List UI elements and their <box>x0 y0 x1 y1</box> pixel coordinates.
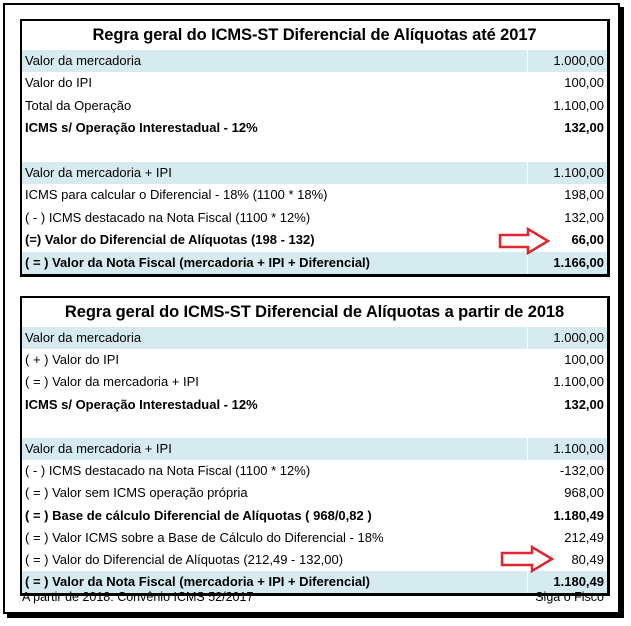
footer-credit: Siga o Fisco <box>535 590 604 604</box>
table-row <box>22 207 607 229</box>
row-label: ICMS s/ Operação Interestadual - 12% <box>25 396 258 412</box>
footer-source-note: A partir de 2018: Convênio ICMS 52/2017 <box>22 590 254 604</box>
table-row <box>22 460 607 482</box>
row-value: 100,00 <box>527 349 607 371</box>
row-value: 968,00 <box>527 482 607 504</box>
table-row <box>22 95 607 117</box>
row-label: ICMS s/ Operação Interestadual - 12% <box>25 120 258 136</box>
row-label: ( = ) Valor da mercadoria + IPI <box>25 374 199 390</box>
row-label: (=) Valor do Diferencial de Alíquotas (198 - 132) <box>25 232 315 248</box>
row-value: 1.000,00 <box>527 327 607 349</box>
row-value: 1.100,00 <box>527 438 607 460</box>
row-value: -132,00 <box>527 460 607 482</box>
row-label: ( + ) Valor do IPI <box>25 352 120 368</box>
table-row <box>22 349 607 371</box>
row-value: 1.166,00 <box>527 252 607 274</box>
row-label: Valor do IPI <box>25 75 92 91</box>
row-label: ( = ) Valor da Nota Fiscal (mercadoria + IPI + Diferencial) <box>25 574 370 590</box>
row-label: ( = ) Valor ICMS sobre a Base de Cálculo do Diferencial - 18% <box>25 529 384 545</box>
row-label: Valor da mercadoria + IPI <box>25 164 172 180</box>
row-label: ( - ) ICMS destacado na Nota Fiscal (1100 * 12%) <box>25 209 311 225</box>
table-2017-title: Regra geral do ICMS-ST Diferencial de Alíquotas até 2017 <box>92 26 537 44</box>
row-label: ( = ) Valor da Nota Fiscal (mercadoria + IPI + Diferencial) <box>25 254 370 270</box>
right-arrow-icon <box>500 545 554 573</box>
row-value: 198,00 <box>527 184 607 206</box>
table-row <box>22 162 607 184</box>
table-row <box>22 50 607 72</box>
row-value: 1.100,00 <box>527 95 607 117</box>
row-value: 100,00 <box>527 72 607 94</box>
right-arrow-icon <box>498 227 550 255</box>
row-label: ( = ) Base de cálculo Diferencial de Alíquotas ( 968/0,82 ) <box>25 507 372 523</box>
table-row <box>22 72 607 94</box>
spacer-row <box>22 140 607 162</box>
row-label: Valor da mercadoria <box>25 330 142 345</box>
table-row <box>22 394 607 416</box>
table-row <box>22 505 607 527</box>
row-value: 66,00 <box>527 229 607 251</box>
table-row <box>22 482 607 504</box>
table-2018-title: Regra geral do ICMS-ST Diferencial de Alíquotas a partir de 2018 <box>64 303 565 321</box>
row-label: ICMS para calcular o Diferencial - 18% (1100 * 18%) <box>25 187 328 203</box>
row-label: ( = ) Valor do Diferencial de Alíquotas (212,49 - 132,00) <box>25 551 344 567</box>
table-row <box>22 117 607 139</box>
row-value: 1.100,00 <box>527 371 607 393</box>
table-row <box>22 438 607 460</box>
table-row <box>22 327 607 349</box>
row-value: 1.100,00 <box>527 162 607 184</box>
row-value: 132,00 <box>527 117 607 139</box>
table-row <box>22 371 607 393</box>
row-label: ( - ) ICMS destacado na Nota Fiscal (1100 * 12%) <box>25 463 311 479</box>
row-value: 1.180,49 <box>527 505 607 527</box>
row-label: Valor da mercadoria + IPI <box>25 440 172 456</box>
row-value: 1.000,00 <box>527 50 607 72</box>
row-value: 80,49 <box>527 549 607 571</box>
table-row <box>22 184 607 206</box>
spacer-row <box>22 416 607 438</box>
row-label: Valor da mercadoria <box>25 53 142 68</box>
row-value: 132,00 <box>527 207 607 229</box>
row-label: Total da Operação <box>25 97 132 113</box>
row-value: 1.180,49 <box>527 571 607 593</box>
row-value: 132,00 <box>527 394 607 416</box>
row-value: 212,49 <box>527 527 607 549</box>
row-label: ( = ) Valor sem ICMS operação própria <box>25 485 248 501</box>
